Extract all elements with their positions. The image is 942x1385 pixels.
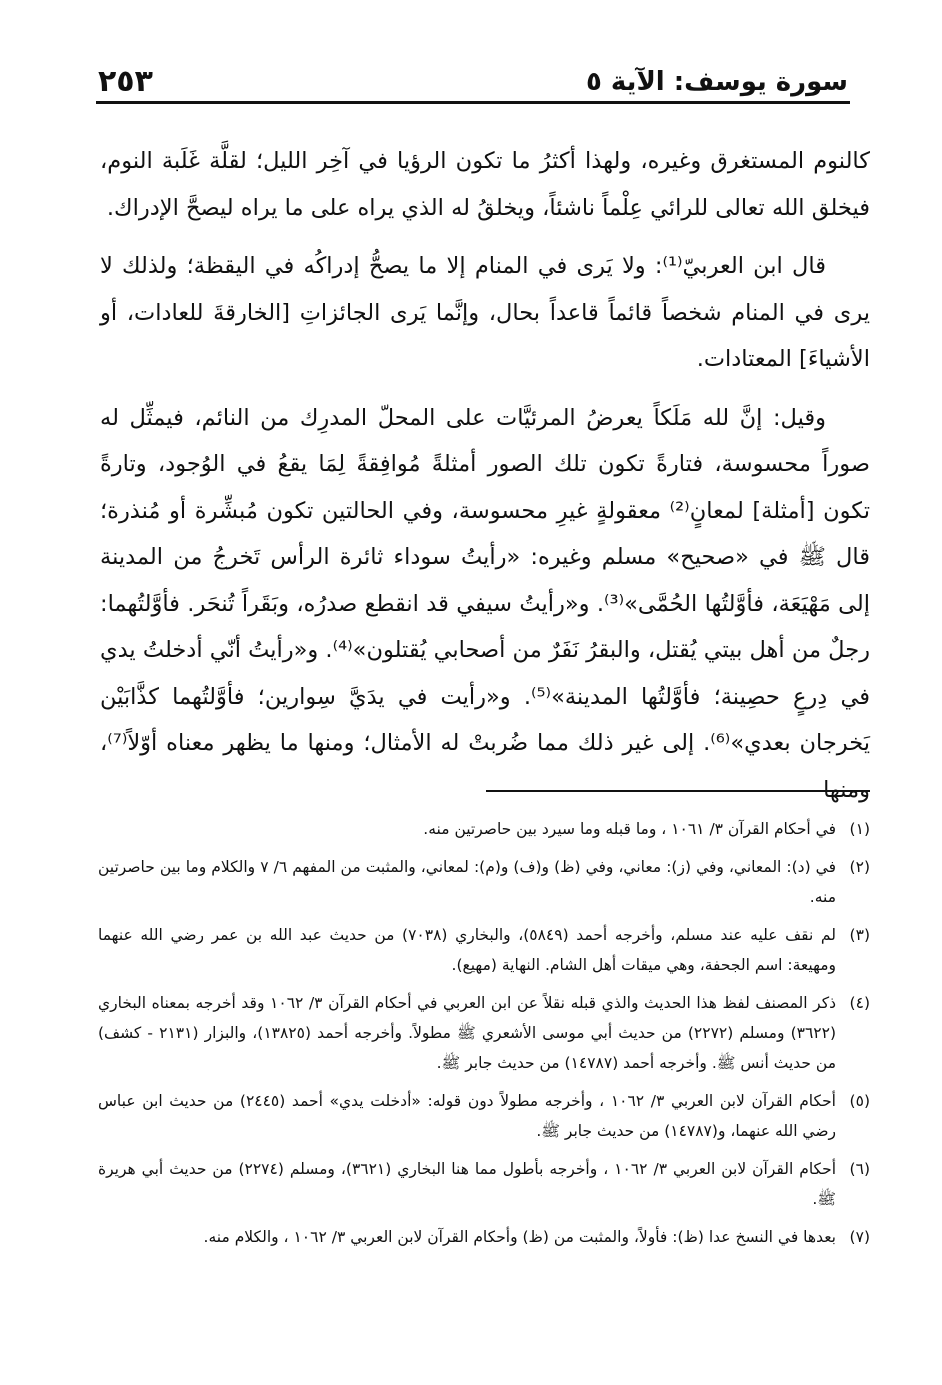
footnote-text: في (د): المعاني، وفي (ز): معاني، وفي (ظ) و(ف) و(م): لمعاني، والمثبت من المفهم ٦/ ٧ والكلام وما بين حاصرتين منه. [98,858,836,906]
paragraph: كالنوم المستغرق وغيره، ولهذا أكثرُ ما تكون الرؤيا في آخِر الليل؛ لقلَّة غَلَبة النوم، فيخلق الله تعالى للرائي عِلْماً ناشئاً، ويخلقُ له الذي يراه على ما يراه ليصحَّ الإدراك. [100,148,870,221]
footnote-number: (٣) [849,926,870,944]
footnote-number: (٢) [849,858,870,876]
footnote [98,1154,870,1214]
footnote [98,1086,870,1146]
running-title: سورة يوسف: الآية ٥ [585,67,848,97]
footnote-number: (١) [849,820,870,838]
footnote [98,852,870,912]
header-divider [96,101,850,104]
footnote [98,814,870,844]
footnote [98,920,870,980]
footnote-number: (٤) [849,994,870,1012]
paragraph: وقيل: إنَّ لله مَلَكاً يعرضُ المرئيَّات على المحلّ المدرِك من النائم، فيمثِّل له صوراً محسوسة، فتارةً تكون تلك الصور أمثلةً مُوافِقةً لِمَا يقعُ في الوُجود، وتارةً تكون [أمثلة] لمعانٍ⁽²⁾ معقولةٍ غيرِ محسوسة، وفي الحالتين تكون مُبشِّرة أو مُنذرة؛ قال ﷺ في «صحيح» مسلم وغيره: «رأيتُ سوداء ثائرة الرأس تَخرجُ من المدينة إلى مَهْيَعَة، فأوَّلتُها الحُمَّى»⁽³⁾. و«رأيتُ سيفي قد انقطع صدرُه، وبَقَراً تُنحَر. فأوَّلتُهما: رجلٌ من أهل بيتي يُقتل، والبقرُ نَفَرٌ من أصحابي يُقتلون»⁽⁴⁾. و«رأيتُ أنّي أدخلتُ يدي في دِرعٍ حصِينة؛ فأوَّلتُها المدينة»⁽⁵⁾. و«رأيت في يدَيَّ سِوارين؛ فأوَّلتُهما كذَّابَيْن يَخرجان بعدي»⁽⁶⁾. إلى غير ذلك مما ضُربتْ له الأمثال؛ ومنها ما يظهر معناه أوّلاً⁽⁷⁾، ومنها [100,404,870,803]
footnotes [98,814,870,1260]
footnote-text: أحكام القرآن لابن العربي ٣/ ١٠٦٢ ، وأخرجه بأطول مما هنا البخاري (٣٦٢١)، ومسلم (٢٢٧٤) من حديث أبي هريرة ﷺ. [98,1160,837,1208]
footnote-text: ذكر المصنف لفظ هذا الحديث والذي قبله نقلاً عن ابن العربي في أحكام القرآن ٣/ ١٠٦٢ وقد أخرجه بمعناه البخاري (٣٦٢٢) ومسلم (٢٢٧٢) من حديث أبي موسى الأشعري ﷺ مطولاً. وأخرجه أحمد (١٣٨٢٥)، والبزار (٢١٣١ - كشف) من حديث أنس ﷺ. وأخرجه أحمد (١٤٧٨٧) من حديث جابر ﷺ. [98,994,836,1072]
footnote [98,1222,870,1252]
footnote-number: (٦) [849,1160,870,1178]
footnote-text: في أحكام القرآن ٣/ ١٠٦١ ، وما قبله وما سيرد بين حاصرتين منه. [423,820,836,838]
footnote [98,988,870,1078]
paragraph: قال ابن العربيّ⁽¹⁾: ولا يَرى في المنام إلا ما يصحُّ إدراكُه في اليقظة؛ ولذلك لا يرى في المنام شخصاً قائماً قاعداً بحال، وإنَّما يَرى الجائزاتِ [الخارقةَ للعادات، أو الأشياءَ] المعتادات. [100,253,870,372]
page-number: ٢٥٣ [98,64,153,99]
footnote-number: (٧) [849,1228,870,1246]
page-header [98,60,848,100]
footnote-divider [486,790,870,792]
footnote-text: بعدها في النسخ عدا (ظ): فأولاً، والمثبت من (ظ) وأحكام القرآن لابن العربي ٣/ ١٠٦٢ ، والكلام منه. [203,1228,836,1246]
footnote-text: لم نقف عليه عند مسلم، وأخرجه أحمد (٥٨٤٩)، والبخاري (٧٠٣٨) من حديث عبد الله بن عمر رضي الله عنهما ومهيعة: اسم الجحفة، وهي ميقات أهل الشام. النهاية (مهيع). [98,926,836,974]
footnote-number: (٥) [849,1092,870,1110]
main-text [100,138,870,825]
footnote-text: أحكام القرآن لابن العربي ٣/ ١٠٦٢ ، وأخرجه مطولاً دون قوله: «أدخلت يدي» أحمد (٢٤٤٥) من حديث ابن عباس رضي الله عنهما، و(١٤٧٨٧) من حديث جابر ﷺ. [98,1092,836,1140]
